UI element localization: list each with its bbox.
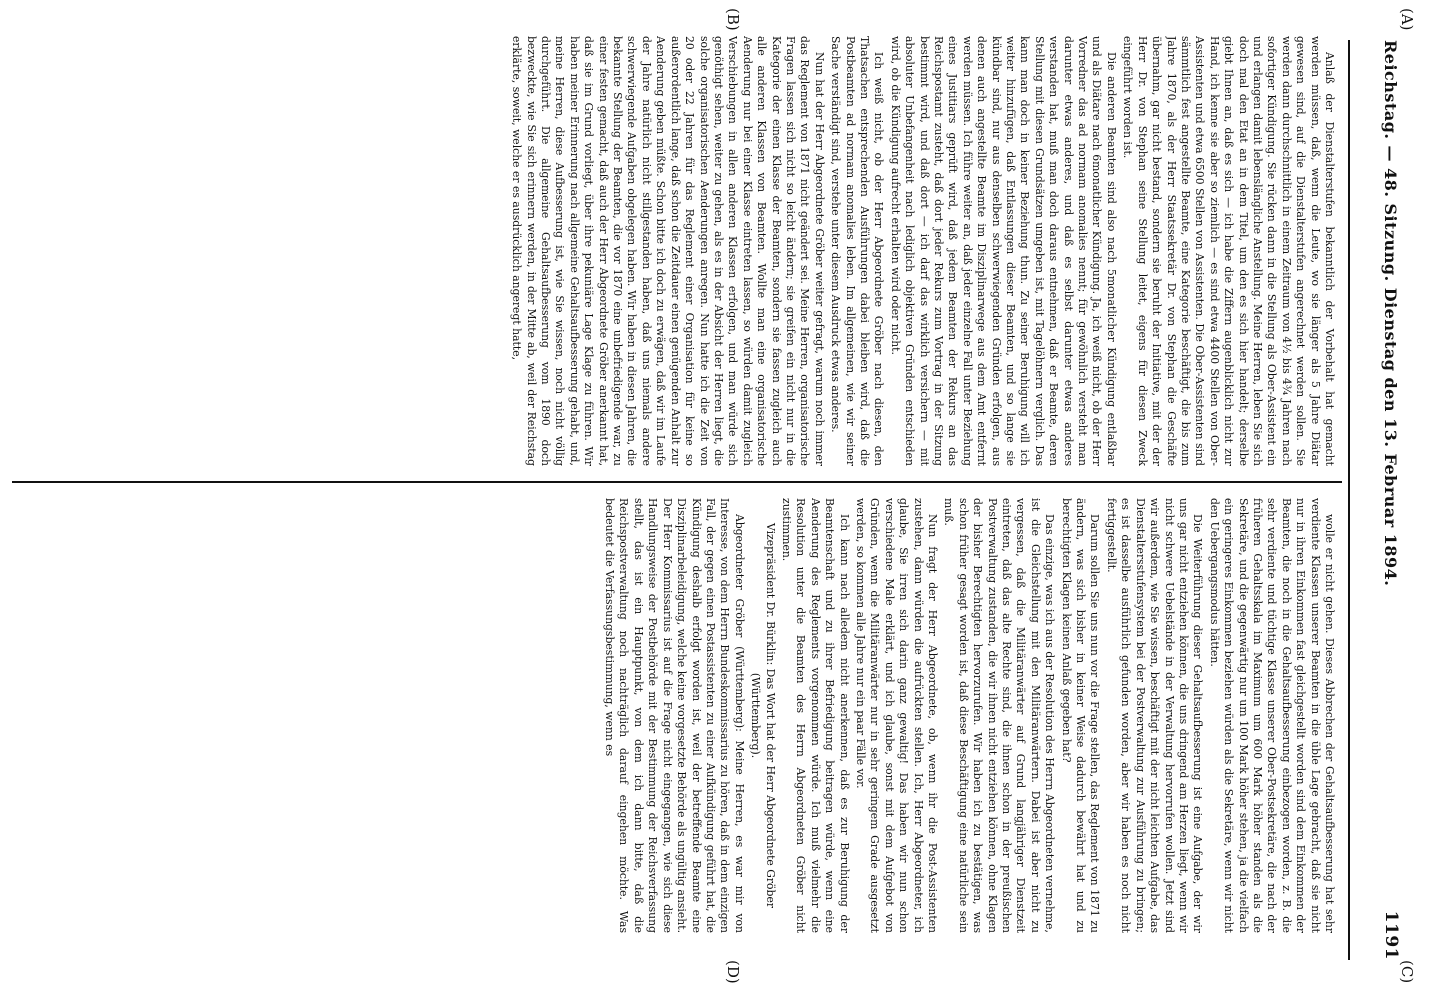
paragraph: Darum sollen Sie uns nun vor die Frage stellen, das Reglement von 1871 zu ändern, was sich bisher in keiner Weise dadurch bewährt hat und zu berechtigten Klagen keinen Anlaß gegeben hat? [1059, 498, 1102, 933]
right-column [28, 498, 1336, 933]
page-header [1348, 40, 1432, 960]
page-number: 1191 [1381, 910, 1401, 960]
paragraph: Nun fragt der Herr Abgeordnete, ob, wenn ihr die Post-Assistenten zustehen, dann würden die aufrückten stellen. Ich, Herr Abgeordneter, ich glaube, Sie irren sich darin ganz gewaltig! Das haben wir nun schon verschiedene Male erklärt, und ich glaube, sonst mit dem Aufgebot von Gründen, wenn die Militäranwärter nur in sehr geringem Grade ausgesetzt werden, so kommen alle Jahre nur ein paar Fälle vor. [854, 498, 940, 933]
paragraph: Das einzige, was ich aus der Resolution des Herrn Abgeordneten vernehme, ist die Gleichstellung mit den Militäranwärtern. Dabei ist aber nicht zu vergessen, daß die Militäranwärter auf Grund langjähriger Dienstzeit eintreten, daß das alte Rechte sind, die ihnen schon in der preußischen Postverwaltung zustanden, die wir ihnen nicht entziehen können, ohne Klagen der bisher Berechtigten hervorzurufen. Wir haben ich zu bestätigen, was schon früher gesagt worden ist, daß diese Beschäftigung eine natürliche sein muß. [942, 498, 1057, 933]
margin-mark-b: (B) [724, 8, 742, 31]
margin-mark-d: (D) [724, 960, 742, 984]
column-divider [12, 481, 1342, 483]
margin-mark-a: (A) [1398, 8, 1416, 31]
speaker-heading: Vizepräsident Dr. Bürklin: Das Wort hat der Herr Abgeordnete Gröber (Württemberg). [749, 523, 777, 908]
margin-mark-c: (C) [1398, 960, 1416, 984]
paragraph: Die anderen Beamten sind also nach 5monatlicher Kündigung entlaßbar und als Diätare nach 6monatlicher Kündigung. Ja, ich weiß nicht, ob der Herr Vorredner das ad normam anomalies nennt; für gewöhnlich versteht man darunter etwas anderes, und daß es selbst darunter etwas anderes verstanden hat, muß man doch daraus entnehmen, daß er Beamte, deren Stellung mit diesen Grundsätzen umgeben ist, mit Tagelöhnern verglich. Das kann man doch in keiner Beziehung thun. Zu seiner Beruhigung will ich weiter hinzufügen, daß Entlassungen dieser Beamten, und so lange sie kündbar sind, nur aus denselben schwerwiegenden Gründen erfolgen, aus denen auch angestellte Beamte im Disziplinarwege aus dem Amt entfernt werden müssen. Ich führe weiter an, daß jeder einzelne Fall unter Beziehung eines Justitiars geprüft wird, daß jedem Beamten der Rekurs an das Reichspostamt zusteht, daß dort jeder Rekurs zum Vortrag in der Sitzung bestimmt wird, und daß dort — ich darf das wirklich versichern — mit absoluter Unbefangenheit nach lediglich objektiven Gründen entschieden wird, ob die Kündigung aufrecht erhalten wird oder nicht. [888, 36, 1118, 466]
paragraph: Die Weiterführung dieser Gehaltsaufbesserung ist eine Aufgabe, der wir uns gar nicht entziehen können, die uns dringend am Herzen liegt, wenn wir nicht schwere Uebelstände in der Verwaltung hervorrufen wollen. Jetzt sind wir außerdem, wie Sie wissen, beschäftigt mit der nicht leichten Aufgabe, das Dienstaltersstufensystem bei der Postverwaltung zur Ausführung zu bringen; es ist dasselbe ausführlich gefunden worden, aber wir haben es noch nicht fertiggestellt. [1104, 498, 1205, 933]
paragraph: Abgeordneter Gröber (Württemberg): Meine Herren, es war mir von Interesse, von dem Herrn Bundeskommissarius zu hören, daß in dem einzigen Fall, der gegen einen Postassistenten zu einer Aufkündigung geführt hat, die Kündigung deshalb erfolgt worden ist, weil der betreffende Beamte eine Disziplinarbeleidigung, welche keine vorgesetzte Behörde als ungültig ansieht. Der Herr Kommissarius ist auf die Frage nicht eingegangen, wie sich diese Handlungsweise der Postbehörde mit der Bestimmung der Reichsverfassung stellt, das ist ein Hauptpunkt, von dem ich dann bitte, daß die Reichspostverwaltung noch nachträglich darauf eingehen möchte. Was bedeutet die Verfassungsbestimmung, wenn es [603, 498, 746, 933]
paragraph: Ich weiß nicht, ob der Herr Abgeordnete Gröber nach diesen, den Thatsachen entsprechenden Ausführungen dabei bleiben wird, daß die Postbeamten ad normam anomalies leben. Im allgemeinen, wie wir seiner Sache verständigt sind, verstehe unter diesem Ausdruck etwas anderes. [829, 36, 886, 466]
paragraph: wolle er nicht gehen. Dieses Abbrechen der Gehaltsaufbesserung hat sehr verdiente Klassen unserer Beamten in die üble Lage gebracht, daß sie nicht nur in ihren Einkommen fast gleichgestellt worden sind dem Einkommen der Beamten, die noch in die Gehaltsaufbesserung einbezogen worden, z. B. die sehr verdiente und tüchtige Klasse unserer Ober-Postsekretäre, die nach der früheren Gehaltsskala im Maximum um 600 Mark höher standen als die Sekretäre, und die gegenwärtig nur um 100 Mark höher stehen, ja die vielfach ein geringeres Einkommen beziehen würden als die Sekretäre, wenn wir nicht den Uebergangsmodus hätten. [1207, 498, 1336, 933]
paragraph: Ich kann nach alledem nicht anerkennen, daß es zur Beruhigung der Beamtenschaft und zu ihrer Befriedigung beitragen würde, wenn eine Aenderung des Reglements vorgenommen würde. Ich muß vielmehr die Resolution unter die Beamten des Herrn Abgeordneten Gröber nicht zustimmen. [779, 498, 851, 933]
paragraph: Nun hat der Herr Abgeordnete Gröber weiter gefragt, warum noch immer das Reglement von 1871 nicht geändert sei. Meine Herren, organisatorische Fragen lassen sich nicht so leicht ändern; sie greifen ein nicht nur in die Kategorie der einen Klasse der Beamten, sondern sie fassen zugleich auch alle anderen Klassen von Beamten. Wollte man eine organisatorische Aenderung nur bei einer Klasse eintreten lassen, so würden damit zugleich Verschiebungen in allen anderen Klassen erfolgen, und man würde sich genöthigt sehen, weiter zu gehen, als es in der Absicht der Herren liegt, die solche organisatorischen Aenderungen anregen. Nun hatte ich die Zeit von 20 oder 22 Jahren für das Reglement einer Organisation für keine so außerordentlich lange, daß schon die Zeitdauer einen genügenden Anhalt zur Aenderung geben müßte. Schon bitte ich doch zu erwägen, daß wir im Laufe der Jahre natürlich nicht stillgestanden haben, daß uns niemals andere schwerwiegende Aufgaben obgelegen haben. Wir haben in diesen Jahren, die bekannte Stellung der Beamten, die vor 1870 eine unbefriedigende war, zu einer festen gemacht, daß auch der Herr Abgeordnete Gröber anerkannt hat, daß sie im Grund vorliegt, über ihre pekuniäre Lage Klage zu führen. Wir haben meiner Erinnerung nach allgemeine Gehaltsaufbesserung gehabt, und, meine Herren, diese Aufbesserung ist, wie Sie wissen, noch nicht völlig durchgeführt. Die allgemeine Gehaltsaufbesserung vom 1890 doch bezweckte, wie Sie sich erinnern werden, in der Mitte ab, weil der Reichstag erklärte, soweit, welche er es ausdrücklich angeregt hatte, [510, 36, 826, 466]
left-column [28, 36, 1336, 466]
page-title: Reichstag. — 48. Sitzung. Dienstag den 13. Februar 1894. [1381, 40, 1401, 587]
paragraph: Anlaß der Dienstalterstufen bekanntlich der Vorbehalt hat gemacht werden müssen, daß, wenn die Leute, wo sie länger als 5 Jahre Diätar gewesen sind, auf die Dienstalterstufen angerechnet werden sollen. Sie werden dann durchschnittlich in einem Zeitraum von 4½ bis 4¾ Jahren nach sofortiger Kündigung. Sie rücken dann in die Stellung als Ober-Assistent ein und erlangen damit lebenslängliche Anstellung. Meine Herren, leben Sie sich doch mal den Etat an in dem Titel, um den es sich hier handelt; derselbe giebt Ihnen an, daß es sich — ich habe die Ziffern augenblicklich nicht zur Hand, ich kenne sie aber so ziemlich — es sind etwa 4400 Stellen von Ober-Assistenten und etwa 6500 Stellen von Assistenten. Die Ober-Assistenten sind sämmtlich fest angestellte Beamte, eine Kategorie beschäftigt, die bis zum Jahre 1870, als der Herr Staatssekretär Dr. von Stephan die Geschäfte übernahm, gar nicht bestand, sondern sie beruht der Initiative, mit der der Herr Dr. von Stephan seine Stellung leitet, eigens für diesen Zweck eingeführt worden ist. [1121, 36, 1336, 466]
